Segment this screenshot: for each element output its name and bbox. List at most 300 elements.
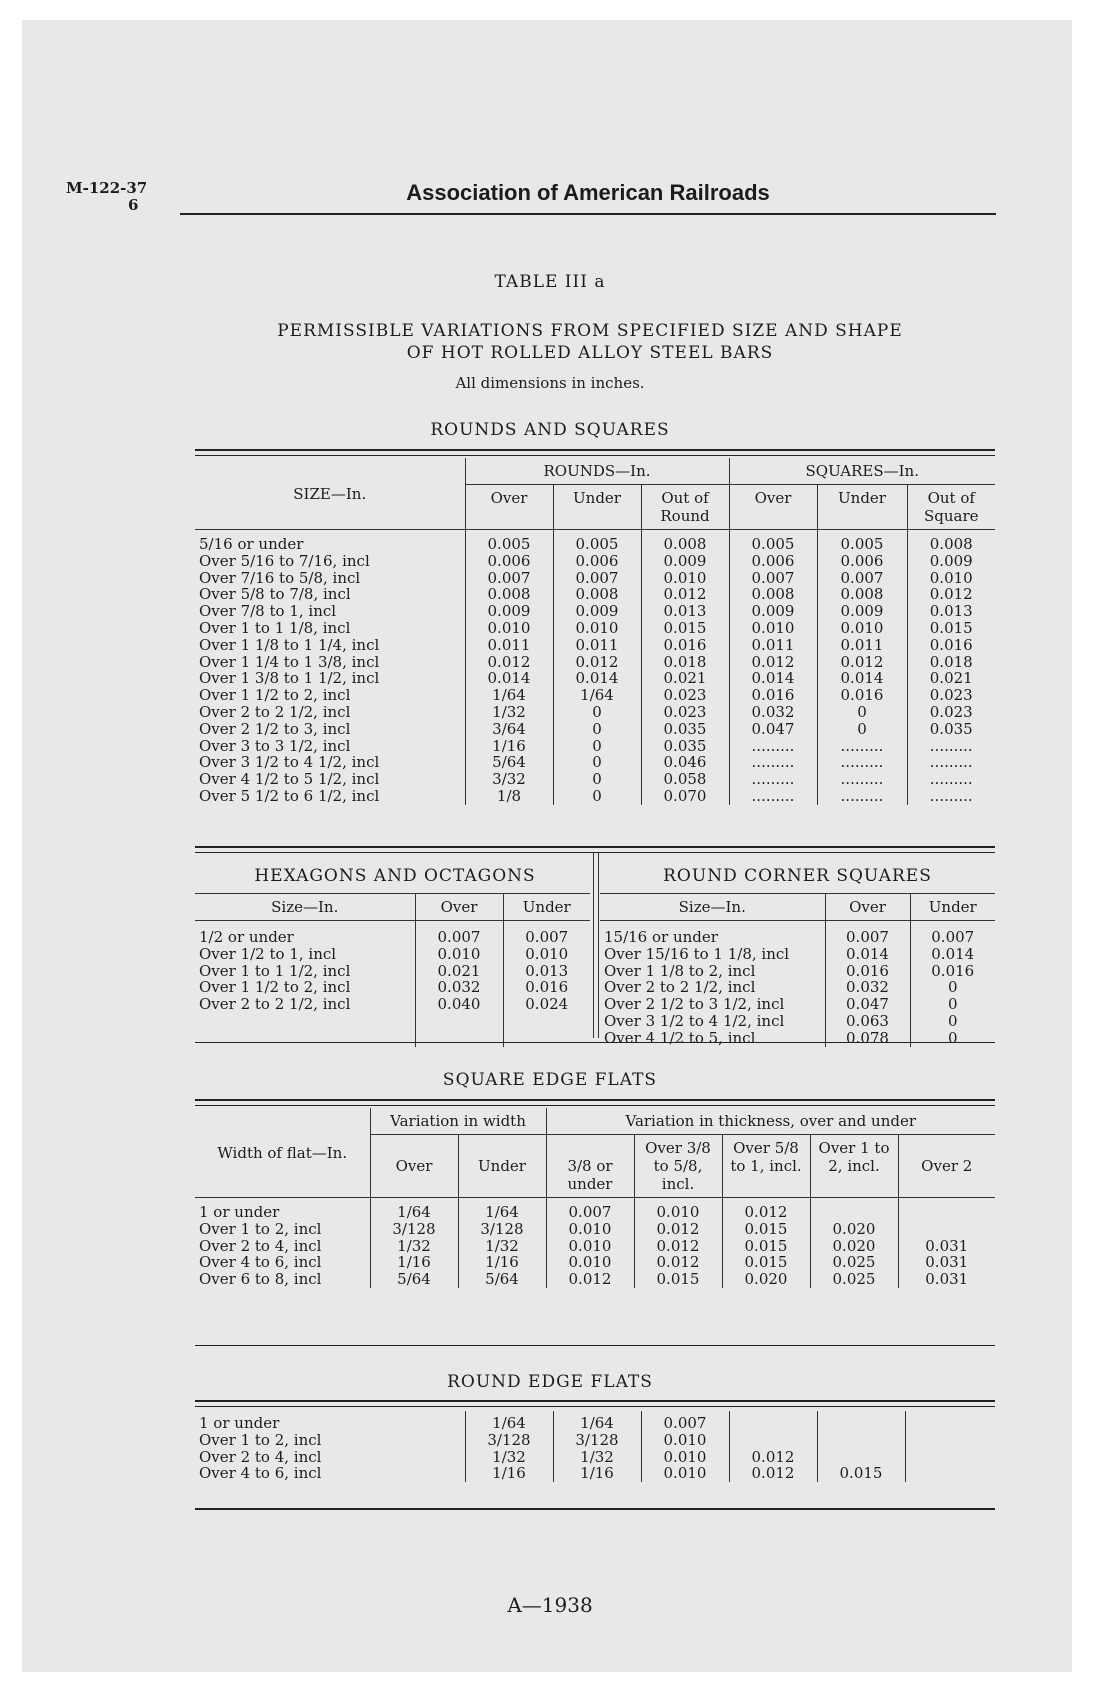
over-cell: 0.063 bbox=[825, 1013, 910, 1030]
squares-under-cell: 0.010 bbox=[817, 620, 907, 637]
rounds-out-cell: 0.023 bbox=[641, 687, 729, 704]
table-row bbox=[195, 754, 995, 771]
rounds-out-cell: 0.010 bbox=[641, 570, 729, 587]
rule bbox=[195, 1508, 995, 1510]
col-size: Size—In. bbox=[600, 894, 825, 921]
table-row bbox=[195, 979, 590, 996]
width-over-cell: 1/16 bbox=[370, 1254, 458, 1271]
thick-cell: 0.015 bbox=[634, 1271, 722, 1288]
table-row bbox=[195, 1432, 995, 1449]
rounds-out-cell: 0.035 bbox=[641, 738, 729, 755]
table-row bbox=[195, 1271, 995, 1288]
thick-cell bbox=[898, 1198, 995, 1221]
rounds-under-cell: 0.007 bbox=[553, 570, 641, 587]
squares-out-cell: 0.021 bbox=[907, 670, 995, 687]
rounds-over-cell: 5/64 bbox=[465, 754, 553, 771]
thick-cell: 0.012 bbox=[546, 1271, 634, 1288]
table-row bbox=[195, 1221, 995, 1238]
width-under-cell: 3/128 bbox=[458, 1221, 546, 1238]
squares-under-cell: 0.005 bbox=[817, 530, 907, 553]
rounds-under-cell: 0.010 bbox=[553, 620, 641, 637]
squares-out-cell: 0.016 bbox=[907, 637, 995, 654]
table-row bbox=[195, 788, 995, 805]
rounds-over-cell: 0.005 bbox=[465, 530, 553, 553]
table-row bbox=[195, 921, 590, 946]
section-title-round-edge: ROUND EDGE FLATS bbox=[447, 1372, 653, 1392]
thick-cell bbox=[817, 1449, 905, 1466]
rounds-squares-body bbox=[195, 530, 995, 805]
rounds-out-cell: 0.018 bbox=[641, 654, 729, 671]
table-row bbox=[195, 603, 995, 620]
thick-cell: 0.007 bbox=[641, 1411, 729, 1432]
rounds-out-cell: 0.046 bbox=[641, 754, 729, 771]
under-cell: 0.007 bbox=[503, 921, 590, 946]
size-cell: Over 1 3/8 to 1 1/2, incl bbox=[199, 669, 380, 688]
width-cell: Over 4 to 6, incl bbox=[199, 1253, 322, 1272]
width-cell: Over 4 to 6, incl bbox=[199, 1464, 322, 1483]
size-cell: Over 2 1/2 to 3 1/2, incl bbox=[604, 995, 785, 1014]
size-cell: Over 5 1/2 to 6 1/2, incl bbox=[199, 786, 380, 805]
round-corner-table bbox=[600, 893, 995, 1047]
empty-cell bbox=[905, 1465, 995, 1482]
squares-under-cell: 0.006 bbox=[817, 553, 907, 570]
squares-out-cell: ......... bbox=[907, 788, 995, 805]
rounds-over-cell: 0.012 bbox=[465, 654, 553, 671]
hexagons-body bbox=[195, 921, 590, 1047]
rounds-out-cell: 0.008 bbox=[641, 530, 729, 553]
hexagons-table bbox=[195, 893, 590, 1047]
thick-cell: 0.010 bbox=[641, 1465, 729, 1482]
rounds-under-cell: 0 bbox=[553, 738, 641, 755]
thick-cell: 0.031 bbox=[898, 1238, 995, 1255]
squares-under-cell: 0.009 bbox=[817, 603, 907, 620]
col-variation-width: Variation in width bbox=[370, 1108, 546, 1135]
size-cell: Over 1 1/2 to 2, incl bbox=[199, 686, 351, 705]
rounds-under-cell: 0.012 bbox=[553, 654, 641, 671]
over-cell: 0.007 bbox=[825, 921, 910, 946]
size-cell: Over 5/16 to 7/16, incl bbox=[199, 551, 370, 570]
rounds-out-cell: 0.058 bbox=[641, 771, 729, 788]
over-cell: 0.078 bbox=[825, 1030, 910, 1047]
over-cell: 0.021 bbox=[415, 963, 503, 980]
squares-under-cell: ......... bbox=[817, 788, 907, 805]
table-row bbox=[195, 704, 995, 721]
width-cell: Over 2 to 4, incl bbox=[199, 1236, 322, 1255]
col-over: Over bbox=[370, 1135, 458, 1198]
width-cell: Over 1 to 2, incl bbox=[199, 1430, 322, 1449]
thick-cell bbox=[729, 1432, 817, 1449]
col-under: Under bbox=[553, 485, 641, 530]
table-row bbox=[195, 654, 995, 671]
over-cell: 0.032 bbox=[825, 979, 910, 996]
thick-cell: 0.020 bbox=[722, 1271, 810, 1288]
thick-cell: 0.020 bbox=[810, 1221, 898, 1238]
width-under-cell: 1/64 bbox=[553, 1411, 641, 1432]
size-header: SIZE—In. bbox=[195, 458, 465, 530]
rule bbox=[195, 1345, 995, 1346]
width-over-cell: 3/128 bbox=[465, 1432, 553, 1449]
table-row bbox=[195, 1465, 995, 1482]
section-title-round-corner: ROUND CORNER SQUARES bbox=[663, 866, 932, 886]
thick-cell: 0.012 bbox=[729, 1465, 817, 1482]
col-out-of-round: Out of Round bbox=[641, 485, 729, 530]
col-width: Width of flat—In. bbox=[195, 1108, 370, 1198]
under-cell: 0.016 bbox=[910, 963, 995, 980]
squares-under-cell: 0.016 bbox=[817, 687, 907, 704]
thick-cell: 0.012 bbox=[634, 1221, 722, 1238]
size-cell: Over 4 1/2 to 5, incl bbox=[604, 1028, 756, 1047]
section-title-hexagons: HEXAGONS AND OCTAGONS bbox=[254, 866, 536, 886]
thick-cell: 0.007 bbox=[546, 1198, 634, 1221]
round-edge-body bbox=[195, 1411, 995, 1482]
width-under-cell: 1/16 bbox=[458, 1254, 546, 1271]
size-cell: 5/16 or under bbox=[199, 535, 304, 553]
under-cell: 0.007 bbox=[910, 921, 995, 946]
table-row bbox=[195, 1449, 995, 1466]
thick-cell: 0.010 bbox=[546, 1254, 634, 1271]
col-thick-4: Over 1 to 2, incl. bbox=[810, 1135, 898, 1198]
squares-out-cell: 0.008 bbox=[907, 530, 995, 553]
table-row bbox=[195, 637, 995, 654]
squares-under-cell: ......... bbox=[817, 771, 907, 788]
rounds-under-cell: 0 bbox=[553, 721, 641, 738]
size-cell: Over 3 to 3 1/2, incl bbox=[199, 736, 351, 755]
squares-header: SQUARES—In. bbox=[729, 458, 995, 485]
table-row bbox=[195, 738, 995, 755]
width-cell: 1 or under bbox=[199, 1414, 280, 1432]
over-cell: 0.007 bbox=[415, 921, 503, 946]
table-row bbox=[195, 670, 995, 687]
squares-over-cell: 0.012 bbox=[729, 654, 817, 671]
squares-over-cell: ......... bbox=[729, 754, 817, 771]
units-note: All dimensions in inches. bbox=[455, 374, 645, 392]
squares-out-cell: ......... bbox=[907, 771, 995, 788]
width-under-cell: 5/64 bbox=[458, 1271, 546, 1288]
thick-cell bbox=[817, 1411, 905, 1432]
size-cell: Over 1 1/8 to 2, incl bbox=[604, 961, 756, 980]
size-cell: Over 1 1/4 to 1 3/8, incl bbox=[199, 652, 380, 671]
squares-under-cell: 0.011 bbox=[817, 637, 907, 654]
size-cell: Over 1/2 to 1, incl bbox=[199, 944, 337, 963]
rounds-out-cell: 0.016 bbox=[641, 637, 729, 654]
width-under-cell: 3/128 bbox=[553, 1432, 641, 1449]
empty-cell bbox=[905, 1432, 995, 1449]
size-cell: Over 1 to 1 1/8, incl bbox=[199, 618, 351, 637]
rounds-squares-table bbox=[195, 458, 995, 805]
rounds-under-cell: 0 bbox=[553, 771, 641, 788]
rounds-out-cell: 0.070 bbox=[641, 788, 729, 805]
size-cell: 15/16 or under bbox=[604, 928, 718, 946]
squares-over-cell: 0.007 bbox=[729, 570, 817, 587]
squares-out-cell: 0.018 bbox=[907, 654, 995, 671]
rule bbox=[195, 1042, 995, 1043]
squares-out-cell: 0.009 bbox=[907, 553, 995, 570]
squares-over-cell: 0.005 bbox=[729, 530, 817, 553]
table-row bbox=[195, 687, 995, 704]
rounds-out-cell: 0.009 bbox=[641, 553, 729, 570]
squares-out-cell: 0.015 bbox=[907, 620, 995, 637]
table-row bbox=[195, 963, 590, 980]
table-row bbox=[195, 771, 995, 788]
size-cell: Over 3 1/2 to 4 1/2, incl bbox=[199, 753, 380, 772]
over-cell: 0.010 bbox=[415, 946, 503, 963]
size-cell: Over 5/8 to 7/8, incl bbox=[199, 585, 351, 604]
rounds-over-cell: 0.007 bbox=[465, 570, 553, 587]
rounds-under-cell: 0.006 bbox=[553, 553, 641, 570]
squares-out-cell: 0.023 bbox=[907, 704, 995, 721]
squares-out-cell: 0.010 bbox=[907, 570, 995, 587]
rounds-over-cell: 3/64 bbox=[465, 721, 553, 738]
width-cell: Over 1 to 2, incl bbox=[199, 1219, 322, 1238]
thick-cell: 0.010 bbox=[634, 1198, 722, 1221]
under-cell: 0 bbox=[910, 1030, 995, 1047]
rounds-out-cell: 0.021 bbox=[641, 670, 729, 687]
thick-cell: 0.010 bbox=[641, 1449, 729, 1466]
rounds-under-cell: 0 bbox=[553, 754, 641, 771]
over-cell: 0.014 bbox=[825, 946, 910, 963]
col-out-of-square: Out of Square bbox=[907, 485, 995, 530]
table-row bbox=[600, 946, 995, 963]
under-cell: 0 bbox=[910, 1013, 995, 1030]
squares-over-cell: ......... bbox=[729, 788, 817, 805]
squares-over-cell: 0.008 bbox=[729, 586, 817, 603]
round-edge-table bbox=[195, 1411, 995, 1482]
squares-under-cell: ......... bbox=[817, 738, 907, 755]
spec-code: M-122-37 6 bbox=[66, 179, 148, 214]
rounds-under-cell: 0 bbox=[553, 704, 641, 721]
table-row bbox=[195, 721, 995, 738]
width-cell: 1 or under bbox=[199, 1203, 280, 1221]
squares-out-cell: 0.035 bbox=[907, 721, 995, 738]
squares-out-cell: 0.013 bbox=[907, 603, 995, 620]
size-cell: Over 2 to 2 1/2, incl bbox=[604, 978, 756, 997]
under-cell: 0.010 bbox=[503, 946, 590, 963]
width-under-cell: 1/32 bbox=[553, 1449, 641, 1466]
thick-cell: 0.012 bbox=[634, 1238, 722, 1255]
thick-cell: 0.012 bbox=[722, 1198, 810, 1221]
col-under: Under bbox=[817, 485, 907, 530]
table-title: PERMISSIBLE VARIATIONS FROM SPECIFIED SIZE AND SHAPE OF HOT ROLLED ALLOY STEEL BARS bbox=[277, 321, 903, 363]
double-rule bbox=[195, 1400, 995, 1407]
double-rule bbox=[195, 449, 995, 456]
rounds-over-cell: 3/32 bbox=[465, 771, 553, 788]
thick-cell: 0.012 bbox=[634, 1254, 722, 1271]
squares-over-cell: 0.032 bbox=[729, 704, 817, 721]
squares-over-cell: 0.011 bbox=[729, 637, 817, 654]
rounds-out-cell: 0.013 bbox=[641, 603, 729, 620]
col-over: Over bbox=[825, 894, 910, 921]
rounds-over-cell: 0.006 bbox=[465, 553, 553, 570]
table-row bbox=[195, 946, 590, 963]
squares-under-cell: 0 bbox=[817, 704, 907, 721]
size-cell: Over 2 to 2 1/2, incl bbox=[199, 995, 351, 1014]
rounds-over-cell: 1/64 bbox=[465, 687, 553, 704]
under-cell: 0.016 bbox=[503, 979, 590, 996]
thick-cell: 0.010 bbox=[641, 1432, 729, 1449]
table-row bbox=[600, 996, 995, 1013]
over-cell: 0.040 bbox=[415, 996, 503, 1013]
page-number: 6 bbox=[128, 196, 139, 214]
under-cell: 0.013 bbox=[503, 963, 590, 980]
squares-out-cell: 0.023 bbox=[907, 687, 995, 704]
width-over-cell: 3/128 bbox=[370, 1221, 458, 1238]
table-row bbox=[195, 553, 995, 570]
table-row bbox=[195, 1411, 995, 1432]
squares-over-cell: 0.006 bbox=[729, 553, 817, 570]
width-cell: Over 6 to 8, incl bbox=[199, 1270, 322, 1289]
thick-cell: 0.025 bbox=[810, 1271, 898, 1288]
squares-over-cell: 0.016 bbox=[729, 687, 817, 704]
table-row bbox=[195, 620, 995, 637]
width-over-cell: 1/16 bbox=[465, 1465, 553, 1482]
squares-out-cell: 0.012 bbox=[907, 586, 995, 603]
width-over-cell: 1/32 bbox=[465, 1449, 553, 1466]
double-rule bbox=[195, 846, 995, 853]
squares-over-cell: 0.014 bbox=[729, 670, 817, 687]
width-over-cell: 1/32 bbox=[370, 1238, 458, 1255]
rounds-under-cell: 0.011 bbox=[553, 637, 641, 654]
col-under: Under bbox=[503, 894, 590, 921]
thick-cell: 0.020 bbox=[810, 1238, 898, 1255]
under-cell: 0 bbox=[910, 996, 995, 1013]
thick-cell bbox=[729, 1411, 817, 1432]
thick-cell: 0.025 bbox=[810, 1254, 898, 1271]
table-row bbox=[600, 921, 995, 946]
rounds-under-cell: 0.014 bbox=[553, 670, 641, 687]
squares-under-cell: 0.012 bbox=[817, 654, 907, 671]
col-thick-1: 3/8 or under bbox=[546, 1135, 634, 1198]
table-row bbox=[195, 530, 995, 553]
col-size: Size—In. bbox=[195, 894, 415, 921]
double-rule bbox=[195, 1099, 995, 1106]
width-over-cell: 5/64 bbox=[370, 1271, 458, 1288]
rounds-over-cell: 1/32 bbox=[465, 704, 553, 721]
rounds-under-cell: 0.009 bbox=[553, 603, 641, 620]
rounds-over-cell: 0.009 bbox=[465, 603, 553, 620]
header-rule bbox=[180, 213, 996, 215]
under-cell: 0.014 bbox=[910, 946, 995, 963]
rounds-under-cell: 1/64 bbox=[553, 687, 641, 704]
thick-cell: 0.010 bbox=[546, 1221, 634, 1238]
size-cell: Over 15/16 to 1 1/8, incl bbox=[604, 944, 790, 963]
over-cell: 0.016 bbox=[825, 963, 910, 980]
squares-under-cell: 0 bbox=[817, 721, 907, 738]
table-row bbox=[600, 1013, 995, 1030]
table-row bbox=[195, 1254, 995, 1271]
table-number: TABLE III a bbox=[494, 272, 606, 292]
under-cell: 0 bbox=[910, 979, 995, 996]
table-row bbox=[195, 570, 995, 587]
thick-cell bbox=[898, 1221, 995, 1238]
thick-cell: 0.012 bbox=[729, 1449, 817, 1466]
rounds-out-cell: 0.015 bbox=[641, 620, 729, 637]
col-over: Over bbox=[465, 485, 553, 530]
size-cell: Over 3 1/2 to 4 1/2, incl bbox=[604, 1011, 785, 1030]
size-cell: Over 1 1/8 to 1 1/4, incl bbox=[199, 635, 380, 654]
width-under-cell: 1/32 bbox=[458, 1238, 546, 1255]
squares-over-cell: 0.009 bbox=[729, 603, 817, 620]
thick-cell: 0.015 bbox=[722, 1221, 810, 1238]
rounds-under-cell: 0.005 bbox=[553, 530, 641, 553]
col-thick-5: Over 2 bbox=[898, 1135, 995, 1198]
rounds-under-cell: 0.008 bbox=[553, 586, 641, 603]
thick-cell: 0.015 bbox=[817, 1465, 905, 1482]
thick-cell: 0.015 bbox=[722, 1254, 810, 1271]
table-row bbox=[195, 1238, 995, 1255]
table-row bbox=[195, 996, 590, 1013]
rounds-over-cell: 1/16 bbox=[465, 738, 553, 755]
size-cell: Over 1 to 1 1/2, incl bbox=[199, 961, 351, 980]
col-under: Under bbox=[458, 1135, 546, 1198]
width-cell: Over 2 to 4, incl bbox=[199, 1447, 322, 1466]
col-over: Over bbox=[729, 485, 817, 530]
rounds-header: ROUNDS—In. bbox=[465, 458, 729, 485]
size-cell: Over 7/8 to 1, incl bbox=[199, 602, 337, 621]
table-row bbox=[195, 586, 995, 603]
thick-cell bbox=[810, 1198, 898, 1221]
thick-cell: 0.031 bbox=[898, 1271, 995, 1288]
width-under-cell: 1/16 bbox=[553, 1465, 641, 1482]
size-cell: Over 1 1/2 to 2, incl bbox=[199, 978, 351, 997]
page-footer: A—1938 bbox=[507, 1593, 593, 1617]
col-thick-2: Over 3/8 to 5/8, incl. bbox=[634, 1135, 722, 1198]
rounds-over-cell: 0.008 bbox=[465, 586, 553, 603]
section-title-rounds-squares: ROUNDS AND SQUARES bbox=[430, 420, 670, 440]
size-cell: Over 4 1/2 to 5 1/2, incl bbox=[199, 770, 380, 789]
rounds-under-cell: 0 bbox=[553, 788, 641, 805]
squares-over-cell: 0.047 bbox=[729, 721, 817, 738]
width-over-cell: 1/64 bbox=[465, 1411, 553, 1432]
header-title: Association of American Railroads bbox=[406, 180, 770, 205]
over-cell: 0.047 bbox=[825, 996, 910, 1013]
squares-over-cell: ......... bbox=[729, 738, 817, 755]
squares-out-cell: ......... bbox=[907, 754, 995, 771]
rounds-over-cell: 0.011 bbox=[465, 637, 553, 654]
col-under: Under bbox=[910, 894, 995, 921]
rounds-over-cell: 0.014 bbox=[465, 670, 553, 687]
table-row bbox=[600, 979, 995, 996]
double-divider bbox=[593, 853, 599, 1038]
col-variation-thickness: Variation in thickness, over and under bbox=[546, 1108, 995, 1135]
rounds-out-cell: 0.023 bbox=[641, 704, 729, 721]
empty-cell bbox=[905, 1411, 995, 1432]
squares-out-cell: ......... bbox=[907, 738, 995, 755]
squares-under-cell: ......... bbox=[817, 754, 907, 771]
empty-cell bbox=[905, 1449, 995, 1466]
squares-over-cell: 0.010 bbox=[729, 620, 817, 637]
table-row bbox=[600, 1030, 995, 1047]
square-edge-table bbox=[195, 1108, 995, 1288]
rounds-out-cell: 0.012 bbox=[641, 586, 729, 603]
size-cell: Over 2 1/2 to 3, incl bbox=[199, 719, 351, 738]
squares-under-cell: 0.014 bbox=[817, 670, 907, 687]
width-under-cell: 1/64 bbox=[458, 1198, 546, 1221]
square-edge-body bbox=[195, 1198, 995, 1288]
rounds-over-cell: 1/8 bbox=[465, 788, 553, 805]
rounds-over-cell: 0.010 bbox=[465, 620, 553, 637]
under-cell: 0.024 bbox=[503, 996, 590, 1013]
thick-cell: 0.010 bbox=[546, 1238, 634, 1255]
width-over-cell: 1/64 bbox=[370, 1198, 458, 1221]
table-row bbox=[195, 1198, 995, 1221]
rounds-out-cell: 0.035 bbox=[641, 721, 729, 738]
col-over: Over bbox=[415, 894, 503, 921]
col-thick-3: Over 5/8 to 1, incl. bbox=[722, 1135, 810, 1198]
size-cell: Over 7/16 to 5/8, incl bbox=[199, 568, 361, 587]
squares-under-cell: 0.008 bbox=[817, 586, 907, 603]
size-cell: Over 2 to 2 1/2, incl bbox=[199, 702, 351, 721]
squares-over-cell: ......... bbox=[729, 771, 817, 788]
